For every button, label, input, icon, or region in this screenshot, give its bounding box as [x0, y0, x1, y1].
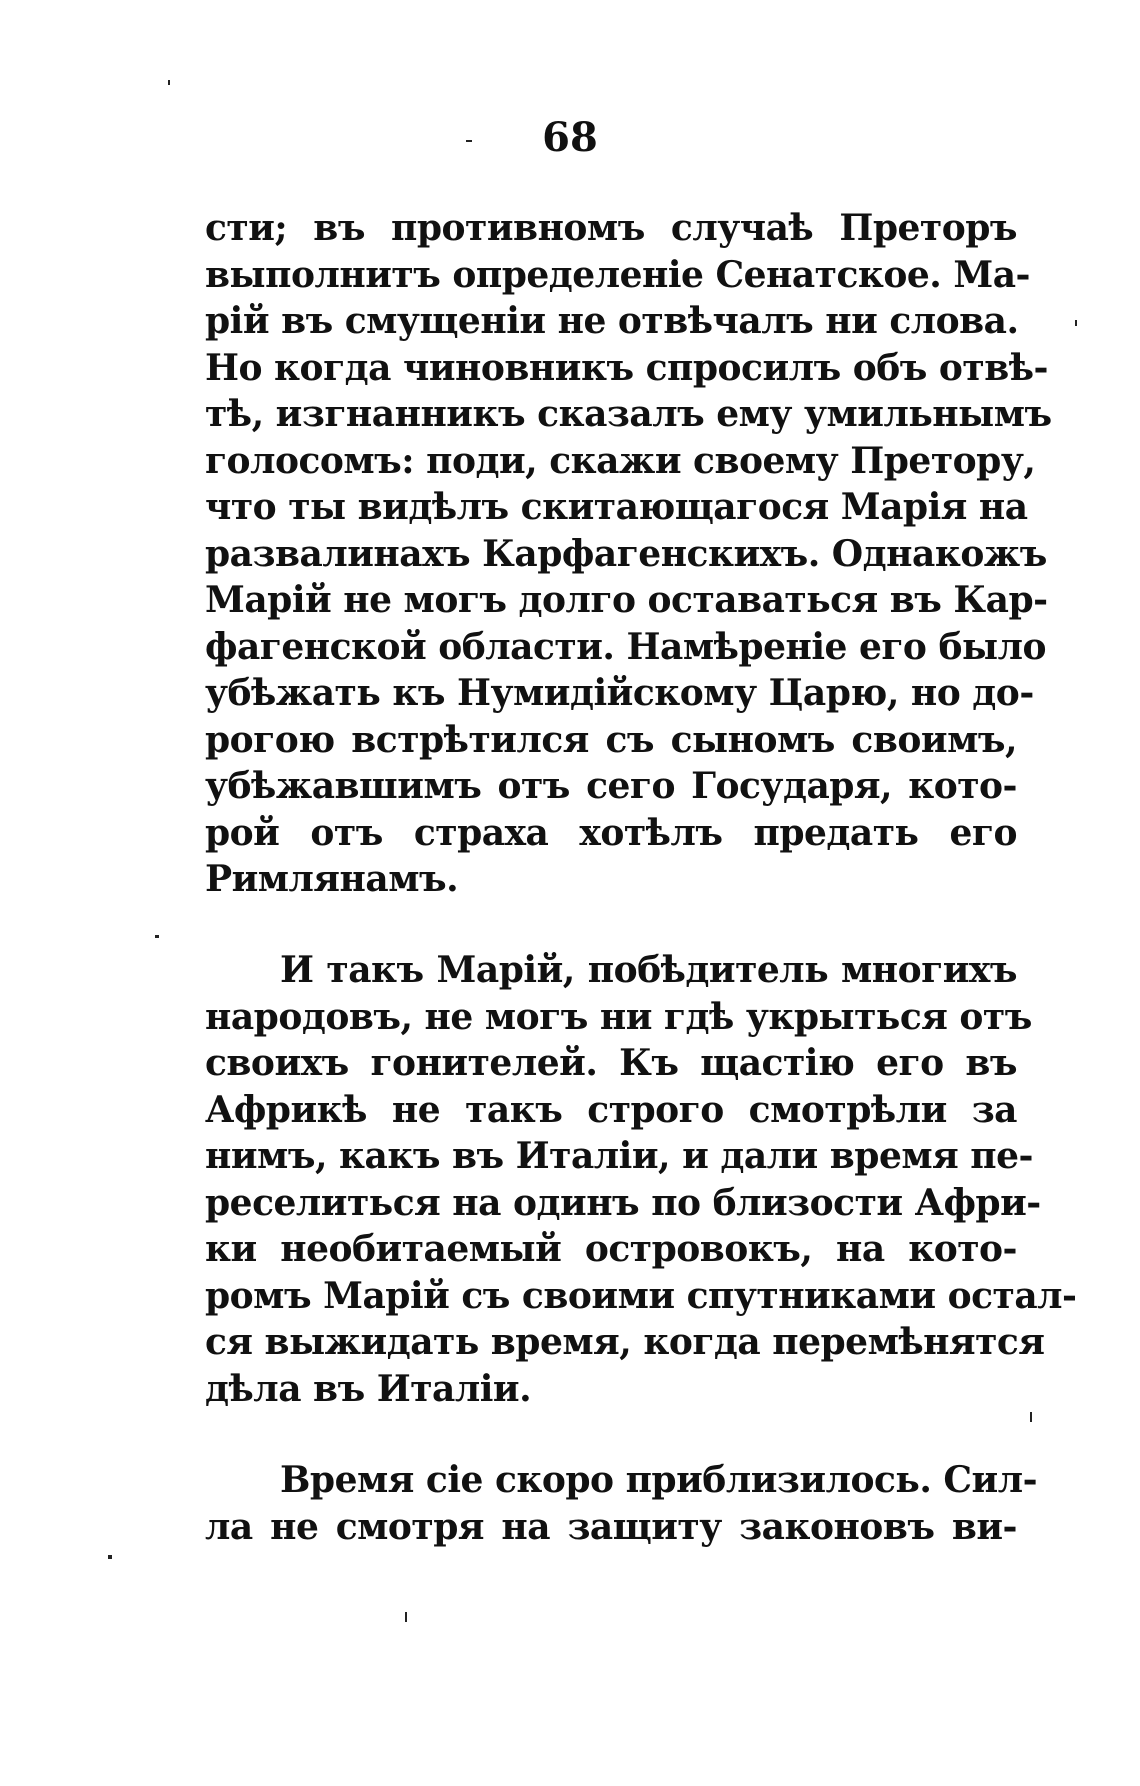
text-line: ки необитаемый островокъ, на кото- [205, 1228, 1017, 1270]
text-line: дѣла въ Италіи. [205, 1367, 532, 1410]
scan-speck [1075, 320, 1077, 326]
text-line: нимъ, какъ въ Италіи, и дали время пе- [205, 1135, 1033, 1177]
text-line: голосомъ: поди, скажи своему Претору, [205, 439, 1036, 482]
paragraph-3 [205, 1457, 1038, 1550]
text-line: рій въ смущеніи не отвѣчалъ ни слова. [205, 300, 1019, 342]
scan-speck [108, 1555, 112, 1559]
text-line: развалинахъ Карфагенскихъ. Однакожъ [205, 532, 1047, 575]
text-line: фагенской области. Намѣреніе его было [205, 625, 1046, 668]
text-line: ла не смотря на защиту законовъ ви- [205, 1505, 1017, 1548]
paragraph-2 [205, 947, 1077, 1412]
text-line: сти; въ противномъ случаѣ Преторъ [205, 207, 1017, 249]
scan-speck [155, 935, 159, 938]
text-line: ся выжидать время, когда перемѣнятся [205, 1321, 1045, 1363]
text-line: народовъ, не могъ ни гдѣ укрыться отъ [205, 995, 1032, 1038]
text-line: убѣжать къ Нумидійскому Царю, но до- [205, 672, 1034, 714]
text-line: выполнитъ определеніе Сенатское. Ма- [205, 253, 1030, 296]
text-line: что ты видѣлъ скитающагося Марія на [205, 486, 1028, 528]
text-line: тѣ, изгнанникъ сказалъ ему умильнымъ [205, 393, 1052, 435]
scan-speck [168, 80, 170, 85]
text-line: ромъ Марій съ своими спутниками остал- [205, 1274, 1077, 1317]
scan-speck [1030, 1412, 1032, 1422]
text-line: Время сіе скоро приблизилось. Сил- [280, 1459, 1038, 1501]
text-line: Но когда чиновникъ спросилъ объ отвѣ- [205, 346, 1048, 389]
text-line: своихъ гонителей. Къ щастію его въ [205, 1042, 1017, 1084]
paragraph-1 [205, 205, 1052, 903]
text-line: Марій не могъ долго оставаться въ Кар- [205, 579, 1048, 621]
page-number: 68 [542, 114, 598, 161]
text-line: убѣжавшимъ отъ сего Государя, кото- [205, 765, 1017, 807]
scan-speck [405, 1612, 407, 1622]
text-line: Римлянамъ. [205, 858, 459, 900]
text-line: рой отъ страха хотѣлъ предать его [205, 811, 1017, 854]
text-line: рогою встрѣтился съ сыномъ своимъ, [205, 718, 1017, 761]
scan-speck [466, 140, 472, 142]
text-line: И такъ Марій, побѣдитель многихъ [280, 949, 1017, 991]
text-line: реселиться на одинъ по близости Афри- [205, 1181, 1041, 1224]
text-line: Африкѣ не такъ строго смотрѣли за [205, 1088, 1017, 1131]
